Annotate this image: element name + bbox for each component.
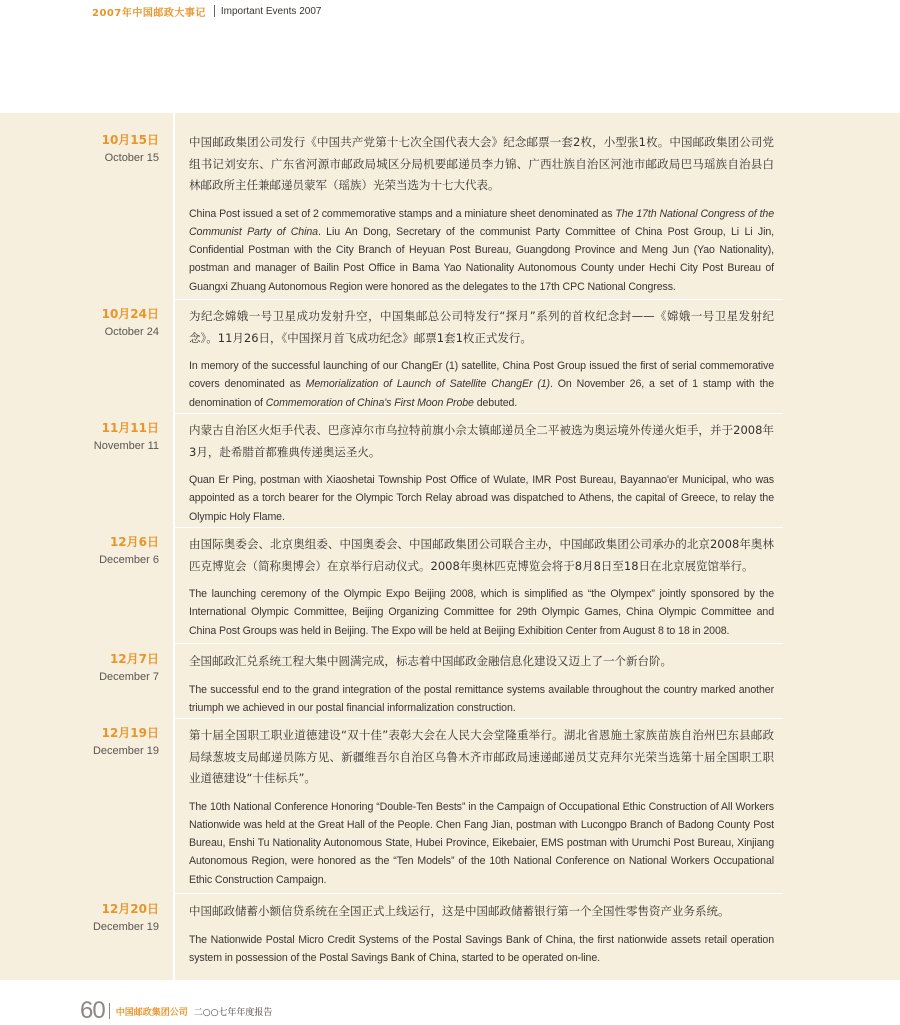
event-text-en: The Nationwide Postal Micro Credit Systems of the Postal Savings Bank of China, the first nationwide assets retail operation system in possession of the Postal Savings Bank of China, started to be operated on-line. bbox=[189, 933, 774, 964]
event-body bbox=[189, 725, 774, 889]
event-body bbox=[189, 534, 774, 640]
event-date bbox=[39, 651, 159, 685]
event-text-cn: 第十届全国职工职业道德建设“双十佳”表彰大会在人民大会堂隆重举行。湖北省恩施土家族苗族自治州巴东县邮政局绿葱坡支局邮递员陈方见、新疆维吾尔自治区乌鲁木齐市邮政局速递邮递员艾克拜尔光荣当选第十届全国职工职业道德建设“十佳标兵”。 bbox=[189, 728, 774, 785]
event-text-cn: 全国邮政汇兑系统工程大集中圆满完成，标志着中国邮政金融信息化建设又迈上了一个新台阶。 bbox=[189, 654, 672, 668]
entry-separator bbox=[175, 893, 783, 894]
event-date bbox=[39, 420, 159, 454]
running-header bbox=[92, 3, 321, 19]
event-body bbox=[189, 651, 774, 717]
event-text-en: In memory of the successful launching of our ChangEr (1) satellite, China Post Group issued the first of serial commemorative covers denominated as Memorialization of Launch of Satellite ChangEr (1). On November 26, a set of 1 stamp with the denomination of Commemoration of China's First Moon Probe debuted. bbox=[189, 360, 775, 409]
event-date-cn: 10月15日 bbox=[101, 133, 159, 147]
header-title-en: Important Events 2007 bbox=[220, 5, 322, 17]
event-date-en: November 11 bbox=[93, 440, 159, 452]
event-date-cn: 12月19日 bbox=[101, 726, 159, 740]
event-date-cn: 12月20日 bbox=[101, 902, 159, 916]
page-number: 60 bbox=[80, 997, 105, 1024]
entry-separator bbox=[175, 718, 783, 719]
entry-separator bbox=[175, 527, 783, 528]
event-text-cn: 由国际奥委会、北京奥组委、中国奥委会、中国邮政集团公司联合主办，中国邮政集团公司承办的北京2008年奥林匹克博览会（简称奥博会）在京举行启动仪式。2008年奥林匹克博览会将于8月8日至18日在北京展览馆举行。 bbox=[189, 537, 774, 573]
event-text-en: The launching ceremony of the Olympic Expo Beijing 2008, which is simplified as “the Olympex” jointly sponsored by the International Olympic Committee, Beijing Organizing Committee for 29th Olympic Games, China Olympic Committee and China Post Groups was held in Beijing. The Expo will be held at Beijing Exhibition Center from August 8 to 18 in 2008. bbox=[189, 588, 774, 637]
footer-org: 中国邮政集团公司 bbox=[115, 1007, 188, 1018]
event-date-en: December 7 bbox=[99, 671, 159, 683]
entry-separator bbox=[175, 413, 783, 414]
event-body bbox=[189, 306, 774, 412]
header-title-cn: 2007年中国邮政大事记 bbox=[92, 7, 206, 19]
event-date-en: December 19 bbox=[92, 921, 159, 933]
event-body bbox=[189, 132, 774, 296]
event-date-cn: 12月7日 bbox=[109, 652, 159, 666]
event-date-en: December 19 bbox=[92, 745, 159, 757]
column-divider bbox=[173, 113, 175, 980]
header-divider bbox=[214, 5, 215, 17]
event-date bbox=[39, 534, 159, 568]
event-date bbox=[39, 901, 159, 935]
event-date-cn: 12月6日 bbox=[109, 535, 159, 549]
event-date bbox=[39, 132, 159, 166]
event-body bbox=[189, 420, 774, 526]
entry-separator bbox=[175, 643, 783, 644]
event-text-en: The 10th National Conference Honoring “Double-Ten Bests” in the Campaign of Occupational Ethic Construction of All Workers Nationwide was held at the Great Hall of the People. Chen Fang Jian, postman with Lucongpo Branch of Badong County Post Bureau, Enshi Tu Nationality Autonomous State, Hubei Province, Eikebaier, EMS postman with Urumchi Post Bureau, Xinjiang Autonomous Region, were honored as the “Ten Models” of the 10th National Conference on National Workers Occupational Ethic Construction Campaign. bbox=[189, 800, 774, 886]
event-text-cn: 中国邮政储蓄小额信贷系统在全国正式上线运行，这是中国邮政储蓄银行第一个全国性零售资产业务系统。 bbox=[189, 904, 730, 918]
event-date bbox=[39, 725, 159, 759]
page-footer bbox=[80, 998, 272, 1024]
event-text-cn: 为纪念嫦娥一号卫星成功发射升空，中国集邮总公司特发行“探月”系列的首枚纪念封——《嫦娥一号卫星发射纪念》。11月26日，《中国探月首飞成功纪念》邮票1套1枚正式发行。 bbox=[189, 309, 774, 345]
event-body bbox=[189, 901, 774, 967]
event-date-en: October 24 bbox=[104, 326, 159, 338]
footer-report: 二○○七年年度报告 bbox=[193, 1007, 273, 1018]
event-date-en: October 15 bbox=[104, 152, 159, 164]
event-text-en: China Post issued a set of 2 commemorative stamps and a miniature sheet denominated as The 17th National Congress of the Communist Party of China. Liu An Dong, Secretary of the communist Party Committee of China Post Group, Li Li Jin, Confidential Postman with the City Branch of Heyuan Post Bureau, Guangdong Province and Meng Jun (Yao Nationality), postman and manager of Bailin Post Office in Bama Yao Nationality Autonomous County under Hechi City Post Bureau of Guangxi Zhuang Autonomous Region were honored as the delegates to the 17th CPC National Congress. bbox=[189, 207, 774, 293]
event-date-en: December 6 bbox=[99, 554, 159, 566]
event-text-en: Quan Er Ping, postman with Xiaoshetai Township Post Office of Wulate, IMR Post Bureau, Bayannao'er Municipal, who was appointed as a torch bearer for the Olympic Torch Relay abroad was dispatched to Athens, the capital of Greece, to relay the Olympic Holy Flame. bbox=[189, 474, 774, 523]
footer-divider bbox=[109, 1003, 110, 1019]
event-date-cn: 11月11日 bbox=[101, 421, 159, 435]
event-text-cn: 内蒙古自治区火炬手代表、巴彦淖尔市乌拉特前旗小佘太镇邮递员全二平被选为奥运境外传递火炬手，并于2008年3月，赴希腊首都雅典传递奥运圣火。 bbox=[189, 423, 774, 459]
event-text-cn: 中国邮政集团公司发行《中国共产党第十七次全国代表大会》纪念邮票一套2枚，小型张1枚。中国邮政集团公司党组书记刘安东、广东省河源市邮政局城区分局机要邮递员李力锦、广西壮族自治区河池市邮政局巴马瑶族自治县白林邮政所主任兼邮递员蒙军（瑶族）光荣当选为十七大代表。 bbox=[189, 135, 774, 192]
entry-separator bbox=[175, 299, 783, 300]
event-date bbox=[39, 306, 159, 340]
event-text-en: The successful end to the grand integration of the postal remittance systems available throughout the country marked another triumph we achieved in our postal financial informalization construction. bbox=[189, 683, 774, 714]
event-date-cn: 10月24日 bbox=[101, 307, 159, 321]
